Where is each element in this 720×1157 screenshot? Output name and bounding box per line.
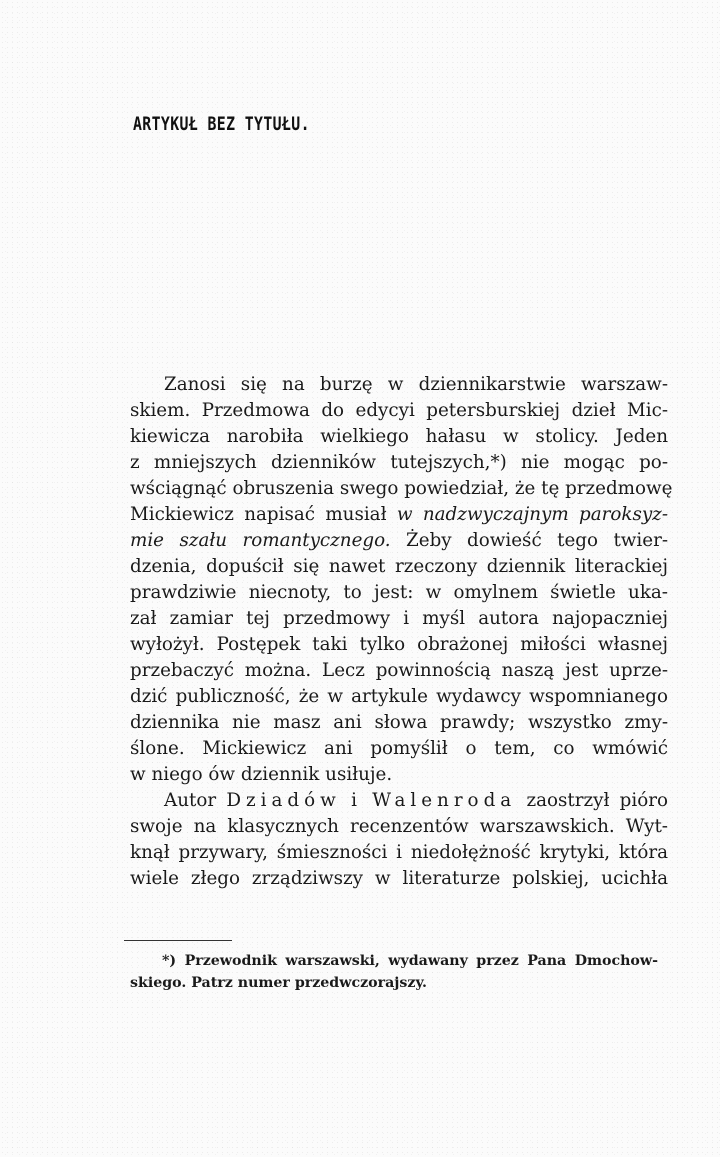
body-line-mixed (130, 788, 668, 814)
body-segment: Mickiewicz napisać musiał (130, 504, 387, 525)
body-line: ślone. Mickiewicz ani pomyślił o tem, co wmówić (130, 738, 668, 759)
body-line: swoje na klasycznych recenzentów warszawskich. Wyt- (130, 816, 668, 837)
footnote-line: skiego. Patrz numer przedwczorajszy. (130, 975, 428, 991)
body-line: przebaczyć można. Lecz powinnością naszą jest uprze- (130, 660, 668, 681)
footnote-line: *) Przewodnik warszawski, wydawany przez Pana Dmochow- (162, 953, 658, 969)
article-title: ARTYKUŁ BEZ TYTUŁU. (133, 113, 310, 135)
body-line: dzenia, dopuścił się nawet rzeczony dziennik literackiej (130, 556, 668, 577)
italic-segment: w nadzwyczajnym paroksyz- (396, 504, 668, 525)
body-line-mixed (130, 528, 668, 554)
body-segment: Żeby dowieść tego twier- (406, 530, 669, 551)
body-line: prawdziwie niecnoty, to jest: w omylnem świetle uka- (130, 582, 668, 603)
article-body (130, 372, 673, 892)
body-line: wiele złego zrządziwszy w literaturze polskiej, ucichła (130, 868, 668, 889)
body-segment: Autor (164, 790, 217, 811)
body-segment: zaostrzył pióro (526, 790, 668, 811)
spaced-title: Walenroda (372, 790, 517, 811)
body-line: Zanosi się na burzę w dziennikarstwie warszaw- (164, 374, 668, 395)
footnote (130, 950, 658, 994)
body-line: w niego ów dziennik usiłuje. (130, 764, 393, 785)
body-line: knął przywary, śmieszności i niedołężność krytyki, która (130, 842, 668, 863)
body-line: wściągnąć obruszenia swego powiedział, że tę przedmowę (130, 478, 673, 499)
body-line-mixed (130, 502, 668, 528)
footnote-rule (124, 940, 232, 941)
body-line: wyłożył. Postępek taki tylko obrażonej miłości własnej (130, 634, 668, 655)
body-line: kiewicza narobiła wielkiego hałasu w stolicy. Jeden (130, 426, 668, 447)
spaced-conjunction: i (351, 790, 362, 811)
body-line: zał zamiar tej przedmowy i myśl autora najopaczniej (130, 608, 668, 629)
body-line: z mniejszych dzienników tutejszych,*) nie mogąc po- (130, 452, 668, 473)
body-line: dziennika nie masz ani słowa prawdy; wszystko zmy- (130, 712, 668, 733)
spaced-title: Dziadów (226, 790, 341, 811)
body-line: skiem. Przedmowa do edycyi petersburskiej dzieł Mic- (130, 400, 668, 421)
body-line: dzić publiczność, że w artykule wydawcy wspomnianego (130, 686, 668, 707)
italic-segment: mie szału romantycznego. (130, 530, 391, 551)
